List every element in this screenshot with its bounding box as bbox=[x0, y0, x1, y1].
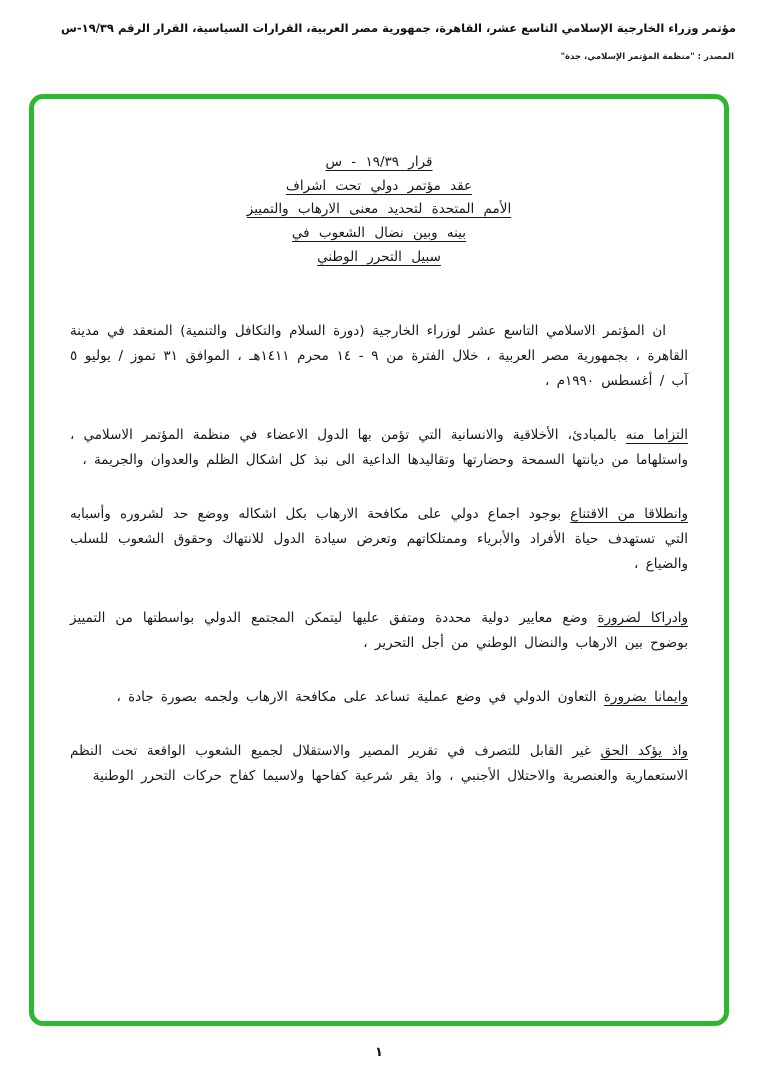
paragraph-text: وضع معايير دولية محددة ومتفق عليها ليتمكن المجتمع الدولي بواسطتها من التمييز بوضوح بين الارهاب والنضال الوطني من أجل التحرير ، bbox=[70, 609, 688, 651]
paragraph-lead: واذ يؤكد الحق bbox=[600, 742, 688, 759]
source-line: المصدر : "منظمة المؤتمر الإسلامي، جدة" bbox=[560, 52, 734, 62]
paragraph-belief bbox=[70, 685, 688, 710]
paragraph-text: التعاون الدولي في وضع عملية تساعد على مكافحة الارهاب ولجمه بصورة جادة ، bbox=[116, 688, 604, 705]
paragraph-commitment bbox=[70, 423, 688, 473]
resolution-title-block bbox=[139, 151, 619, 269]
title-line: عقد مؤتمر دولي تحت اشراف bbox=[285, 177, 473, 194]
paragraph-text: غير القابل للتصرف في تقرير المصير والاستقلال لجميع الشعوب الواقعة تحت النظم الاستعمارية والعنصرية والاحتلال الأجنبي ، واذ يقر شرعية كفاحها ولاسيما كفاح حركات التحرر الوطنية bbox=[70, 742, 688, 784]
paragraph-lead: التزاما منه bbox=[625, 427, 688, 444]
document-content bbox=[70, 151, 688, 789]
document-frame bbox=[29, 94, 729, 1026]
title-line: سبيل التحرر الوطني bbox=[317, 248, 441, 265]
title-line-resolution-number: قرار ١٩/٣٩ - س bbox=[325, 154, 433, 170]
page-header-line: مؤتمر وزراء الخارجية الإسلامي التاسع عشر، القاهرة، جمهورية مصر العربية، القرارات السياسية، القرار الرقم ١٩/٣٩-س bbox=[61, 21, 736, 35]
paragraph-lead: وايمانا بضرورة bbox=[603, 688, 688, 705]
page-number: ١ bbox=[375, 1045, 383, 1060]
paragraph-text: بالمبادئ، الأخلاقية والانسانية التي تؤمن بها الدول الاعضاء في منظمة المؤتمر الاسلامي ، واستلهاما من ديانتها السمحة وحضارتها وتقاليدها الداعية الى نبذ كل اشكال الظلم والعدوان والجريمة ، bbox=[70, 427, 688, 468]
paragraph-text: بوجود اجماع دولي على مكافحة الارهاب بكل اشكاله ووضع حد لشروره وأسبابه التي تستهدف حياة الأفراد والأبرياء وممتلكاتهم وتعرض سيادة الدول للانتهاك وحقوق الشعوب للسلب والضياع ، bbox=[70, 505, 688, 572]
title-line: الأمم المتحدة لتحديد معنى الارهاب والتمييز bbox=[246, 201, 512, 218]
paragraph-text: ان المؤتمر الاسلامي التاسع عشر لوزراء الخارجية (دورة السلام والتكافل والتنمية) المنعقد في مدينة القاهرة ، بجمهورية مصر العربية ، خلال الفترة من ٩ - ١٤ محرم ١٤١١هـ ، الموافق ٣١ تموز / يوليو ٥ آب / أغسطس ١٩٩٠م ، bbox=[70, 323, 688, 390]
paragraph-affirmation bbox=[70, 739, 688, 789]
title-line: بينه وبين نضال الشعوب في bbox=[291, 224, 467, 241]
paragraph-preamble bbox=[70, 319, 688, 394]
paragraph-lead: وادراكا لضرورة bbox=[597, 609, 689, 626]
paragraph-conviction bbox=[70, 502, 688, 577]
paragraph-lead: وانطلاقا من الاقتناع bbox=[570, 505, 688, 522]
paragraph-awareness bbox=[70, 606, 688, 656]
